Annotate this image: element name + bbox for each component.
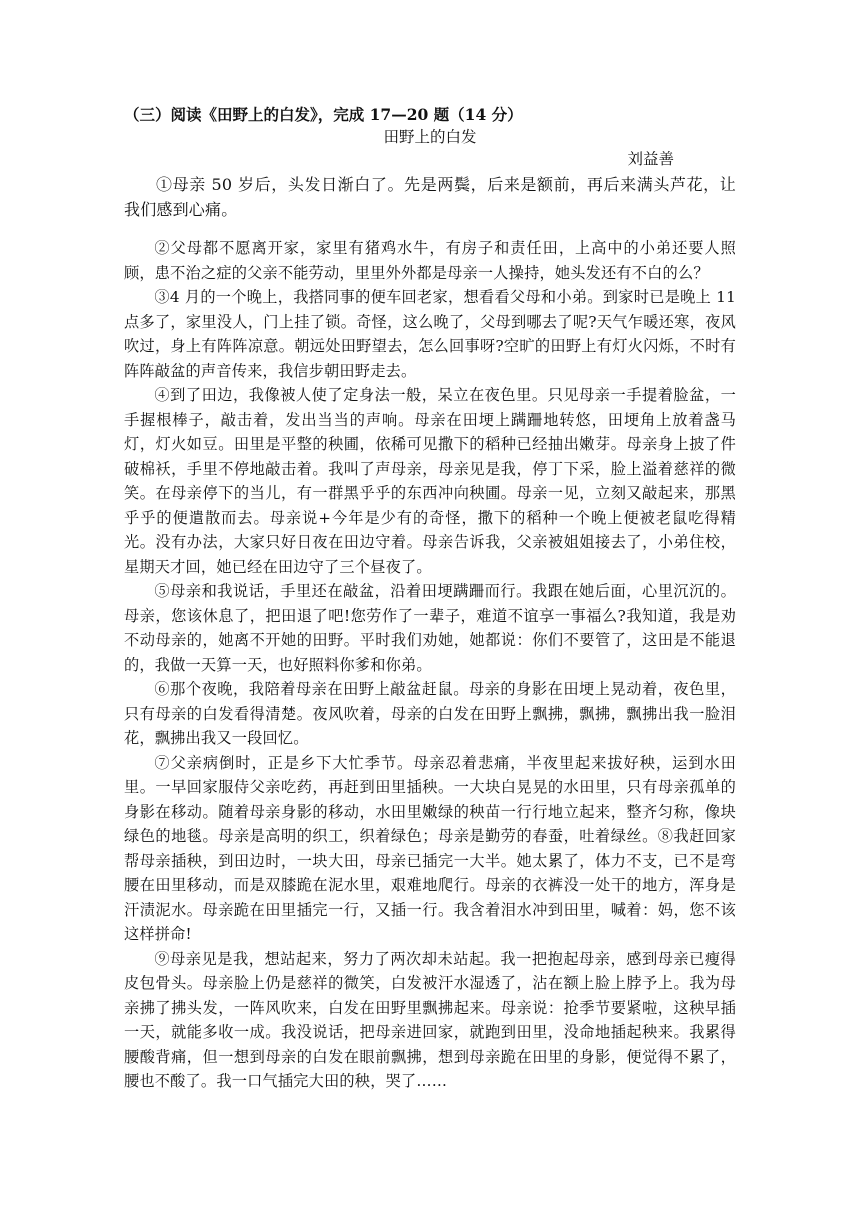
paragraph-2: ②父母都不愿离开家，家里有猪鸡水牛，有房子和责任田，上高中的小弟还要人照顾，患不治之症的父亲不能劳动，里里外外都是母亲一人操持，她头发还有不白的么？ bbox=[124, 239, 736, 282]
article-author: 刘益善 bbox=[627, 150, 674, 168]
paragraph-5: ⑤母亲和我说话，手里还在敲盆，沿着田埂蹒跚而行。我跟在她后面，心里沉沉的。母亲，您该休息了，把田退了吧!您劳作了一辈子，难道不谊享一事福么?我知道，我是劝不动母亲的，她离不开她的田野。平时我们劝她，她都说：你们不要管了，这田是不能退的，我做一天算一天，也好照料你爹和你弟。 bbox=[124, 582, 736, 674]
paragraph-8: ⑨母亲见是我，想站起来，努力了两次却未站起。我一把抱起母亲，感到母亲已瘦得皮包骨头。母亲脸上仍是慈祥的微笑，白发被汗水湿透了，沾在额上脸上脖予上。我为母亲拂了拂头发，一阵风吹来，白发在田野里飘拂起来。母亲说：抢季节要紧啦，这秧早插一天，就能多收一成。我没说话，把母亲进回家，就跑到田里，没命地插起秧来。我累得腰酸背痛，但一想到母亲的白发在眼前飘拂，想到母亲跪在田里的身影，便觉得不累了，腰也不酸了。我一口气插完大田的秧，哭了…… bbox=[124, 949, 736, 1090]
article-title: 田野上的白发 bbox=[383, 128, 477, 146]
document-page bbox=[124, 104, 736, 1094]
paragraph-3: ③4 月的一个晚上，我搭同事的便车回老家，想看看父母和小弟。到家时已是晚上 11 点多了，家里没人，门上挂了锁。奇怪，这么晚了，父母到哪去了呢?天气乍暖还寒，夜风吹过，身上有阵阵凉意。朝远处田野望去，怎么回事呀?空旷的田野上有灯火闪烁，不时有阵阵敲盆的声音传来，我信步朝田野走去。 bbox=[124, 288, 736, 380]
section-heading: （三）阅读《田野上的白发》，完成 17—20 题（14 分） bbox=[124, 105, 523, 124]
paragraph-7: ⑦父亲病倒时，正是乡下大忙季节。母亲忍着悲痛，半夜里起来拔好秧，运到水田里。一早回家服侍父亲吃药，再赶到田里插秧。一大块白晃晃的水田里，只有母亲孤单的身影在移动。随着母亲身影的移动，水田里嫩绿的秧苗一行行地立起来，整齐匀称，像块绿色的地毯。母亲是高明的织工，织着绿色；母亲是勤劳的春蚕，吐着绿丝。⑧我赶回家帮母亲插秧，到田边时，一块大田，母亲已插完一大半。她太累了，体力不支，已不是弯腰在田里移动，而是双膝跪在泥水里，艰难地爬行。母亲的衣裤没一处干的地方，浑身是汗渍泥水。母亲跪在田里插完一行，又插一行。我含着泪水冲到田里，喊着：妈，您不该这样拼命! bbox=[124, 753, 736, 943]
paragraph-6: ⑥那个夜晚，我陪着母亲在田野上敲盆赶鼠。母亲的身影在田埂上晃动着，夜色里，只有母亲的白发看得清楚。夜风吹着，母亲的白发在田野上飘拂，飘拂，飘拂出我一脸泪花，飘拂出我又一段回忆。 bbox=[124, 680, 736, 747]
paragraph-4: ④到了田边，我像被人使了定身法一般，呆立在夜色里。只见母亲一手提着脸盆，一手握根棒子，敲击着，发出当当的声响。母亲在田埂上蹒跚地转悠，田埂角上放着盏马灯，灯火如豆。田里是平整的秧圃，依稀可见撒下的稻种已经抽出嫩芽。母亲身上披了件破棉袄，手里不停地敲击着。我叫了声母亲，母亲见是我，停丁下采，脸上溢着慈祥的微笑。在母亲停下的当儿，有一群黑乎乎的东西冲向秧圃。母亲一见，立刻又敲起来，那黑乎乎的便遣散而去。母亲说+今年是少有的奇怪，撒下的稻种一个晚上便被老鼠吃得精光。没有办法，大家只好日夜在田边守着。母亲告诉我，父亲被姐姐接去了，小弟住校，星期天才回，她已经在田边守了三个昼夜了。 bbox=[124, 386, 736, 576]
paragraph-1: ①母亲 50 岁后，头发日渐白了。先是两鬓，后来是额前，再后来满头芦花，让我们感到心痛。 bbox=[124, 175, 736, 219]
